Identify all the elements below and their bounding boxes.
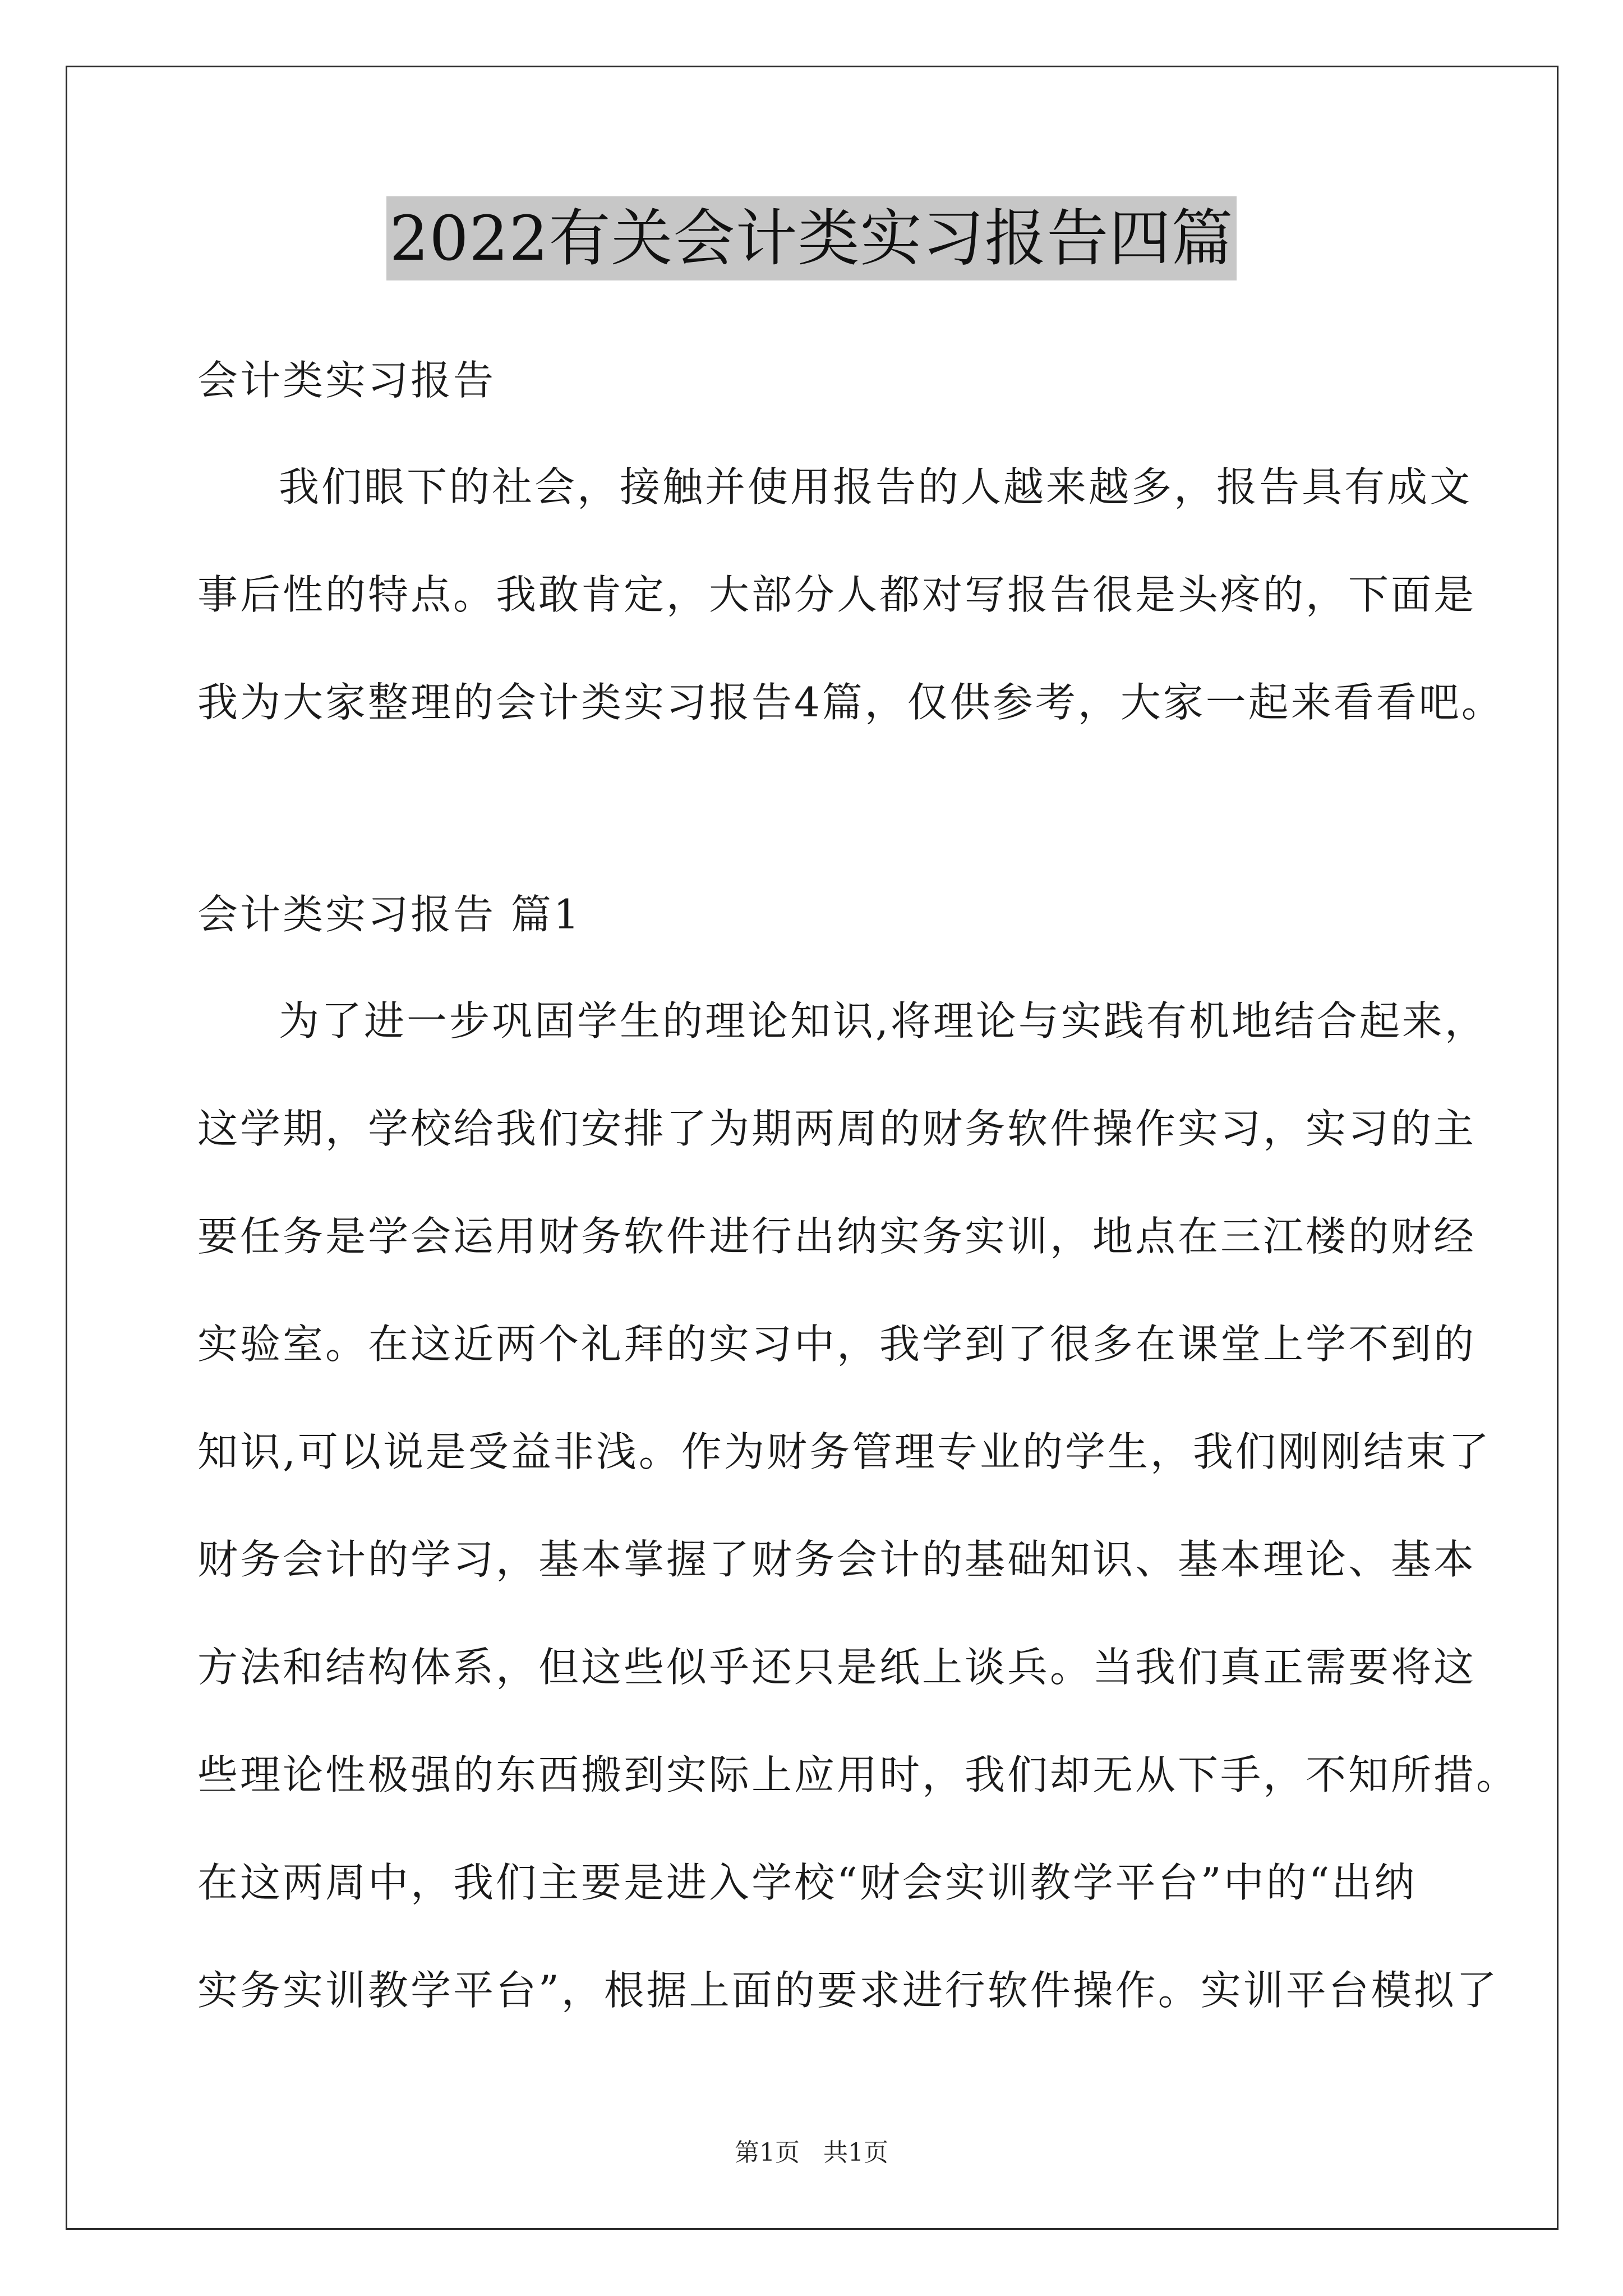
body-line-1: 为了进一步巩固学生的理论知识,将理论与实践有机地结合起来，	[279, 997, 1487, 1045]
body-line-9: 在这两周中，我们主要是进入学校“财会实训教学平台”中的“出纳	[197, 1859, 1417, 1906]
body-line-8: 些理论性极强的东西搬到实际上应用时，我们却无从下手，不知所措。	[197, 1751, 1519, 1798]
page-number: 第1页	[735, 2138, 800, 2167]
body-line-3: 要任务是学会运用财务软件进行出纳实务实训，地点在三江楼的财经	[197, 1213, 1477, 1260]
section-heading: 会计类实习报告 篇1	[197, 891, 582, 938]
body-line-7: 方法和结构体系，但这些似乎还只是纸上谈兵。当我们真正需要将这	[197, 1644, 1477, 1691]
body-line-5: 知识,可以说是受益非浅。作为财务管理专业的学生，我们刚刚结束了	[197, 1428, 1491, 1475]
document-title: 2022有关会计类实习报告四篇	[386, 196, 1237, 280]
intro-line-1: 我们眼下的社会，接触并使用报告的人越来越多，报告具有成文	[279, 463, 1473, 510]
page-total: 共1页	[823, 2138, 888, 2167]
body-line-6: 财务会计的学习，基本掌握了财务会计的基础知识、基本理论、基本	[197, 1536, 1477, 1583]
body-line-10: 实务实训教学平台”，根据上面的要求进行软件操作。实训平台模拟了	[197, 1967, 1499, 2014]
intro-heading: 会计类实习报告	[197, 357, 496, 404]
body-line-2: 这学期，学校给我们安排了为期两周的财务软件操作实习，实习的主	[197, 1105, 1477, 1152]
body-line-4: 实验室。在这近两个礼拜的实习中，我学到了很多在课堂上学不到的	[197, 1320, 1477, 1368]
title-container	[0, 196, 1623, 280]
intro-line-2: 事后性的特点。我敢肯定，大部分人都对写报告很是头疼的，下面是	[197, 571, 1477, 618]
page-footer	[0, 2136, 1623, 2170]
intro-line-3: 我为大家整理的会计类实习报告4篇，仅供参考，大家一起来看看吧。	[197, 679, 1504, 726]
